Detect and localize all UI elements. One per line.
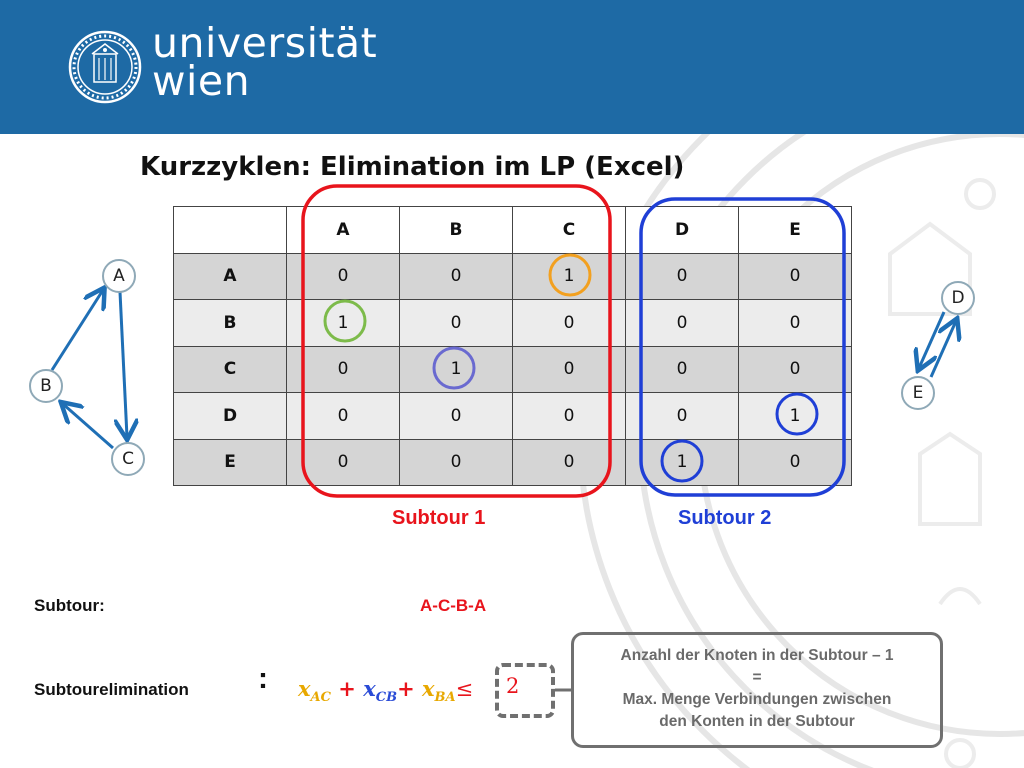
info-line-2: =	[752, 669, 762, 686]
var-x-cb	[363, 676, 398, 706]
matrix-col-header: D	[626, 207, 739, 254]
info-line-1: Anzahl der Knoten in der Subtour – 1	[620, 647, 894, 664]
matrix-row-header: C	[174, 346, 287, 393]
matrix-col-header: B	[400, 207, 513, 254]
rhs-dashed-box	[495, 663, 555, 718]
var-symbol: x	[422, 676, 435, 701]
matrix-cell: 0	[287, 346, 400, 393]
var-subscript: BA	[434, 690, 456, 706]
adjacency-matrix	[173, 206, 852, 486]
graph-node-c: C	[111, 442, 145, 476]
matrix-cell: 0	[400, 300, 513, 347]
matrix-col-header: A	[287, 207, 400, 254]
graph-node-e: E	[901, 376, 935, 410]
matrix-row	[174, 346, 852, 393]
matrix-row-header: D	[174, 393, 287, 440]
var-x-ba	[422, 676, 456, 706]
info-line-3: Max. Menge Verbindungen zwischen	[622, 691, 892, 708]
matrix-cell: 0	[287, 253, 400, 300]
university-seal-icon	[68, 30, 142, 104]
var-subscript: CB	[375, 690, 398, 706]
matrix-cell: 0	[739, 253, 852, 300]
subtour-key-label: Subtour:	[34, 596, 105, 615]
info-box	[571, 632, 943, 748]
constraint-formula	[298, 676, 473, 705]
matrix-cell: 0	[626, 300, 739, 347]
var-symbol: x	[363, 676, 376, 701]
matrix-cell: 0	[626, 346, 739, 393]
matrix-cell: 1	[739, 393, 852, 440]
plus-sign: +	[338, 676, 356, 701]
matrix-cell: 0	[739, 300, 852, 347]
matrix-corner-cell	[174, 207, 287, 254]
header-bar	[0, 0, 1024, 134]
matrix-header-row	[174, 207, 852, 254]
edge-a-c	[120, 292, 127, 437]
matrix-cell: 0	[400, 393, 513, 440]
edge-c-b	[63, 404, 113, 448]
matrix-cell: 1	[513, 253, 626, 300]
matrix-row-header: A	[174, 253, 287, 300]
matrix-cell: 0	[513, 300, 626, 347]
elimination-key-label: Subtourelimination	[34, 680, 189, 699]
info-line-4: den Konten in der Subtour	[659, 713, 855, 730]
elimination-colon: :	[258, 662, 268, 695]
matrix-cell: 0	[287, 393, 400, 440]
matrix-row	[174, 439, 852, 486]
matrix-row-header: E	[174, 439, 287, 486]
slide-title: Kurzzyklen: Elimination im LP (Excel)	[140, 152, 685, 182]
edge-b-a	[52, 290, 103, 370]
matrix-cell: 1	[287, 300, 400, 347]
matrix-cell: 0	[513, 393, 626, 440]
matrix-col-header: E	[739, 207, 852, 254]
less-equal-sign: ≤	[455, 677, 474, 701]
matrix-cell: 0	[400, 439, 513, 486]
matrix-cell: 1	[400, 346, 513, 393]
matrix-cell: 0	[513, 439, 626, 486]
logo-line-1: universität	[152, 19, 378, 67]
subtour-value: A-C-B-A	[420, 596, 487, 615]
matrix-cell: 0	[287, 439, 400, 486]
var-x-ac	[298, 676, 331, 706]
matrix-cell: 0	[626, 393, 739, 440]
university-logo-text	[152, 19, 378, 105]
subtour1-label: Subtour 1	[392, 507, 486, 529]
var-symbol: x	[298, 676, 311, 701]
matrix-row	[174, 393, 852, 440]
subtour2-label: Subtour 2	[678, 507, 772, 529]
matrix-cell: 0	[513, 346, 626, 393]
graph-node-b: B	[29, 369, 63, 403]
matrix-cell: 0	[626, 253, 739, 300]
matrix-cell: 0	[739, 439, 852, 486]
graph-node-a: A	[102, 259, 136, 293]
graph-node-d: D	[941, 281, 975, 315]
matrix-row	[174, 253, 852, 300]
matrix-row	[174, 300, 852, 347]
matrix-cell: 0	[400, 253, 513, 300]
matrix-col-header: C	[513, 207, 626, 254]
var-subscript: AC	[310, 690, 331, 706]
matrix-cell: 1	[626, 439, 739, 486]
logo-line-2: wien	[152, 57, 251, 105]
rhs-value: 2	[506, 674, 520, 698]
matrix-row-header: B	[174, 300, 287, 347]
matrix-cell: 0	[739, 346, 852, 393]
plus-sign: +	[397, 676, 415, 701]
